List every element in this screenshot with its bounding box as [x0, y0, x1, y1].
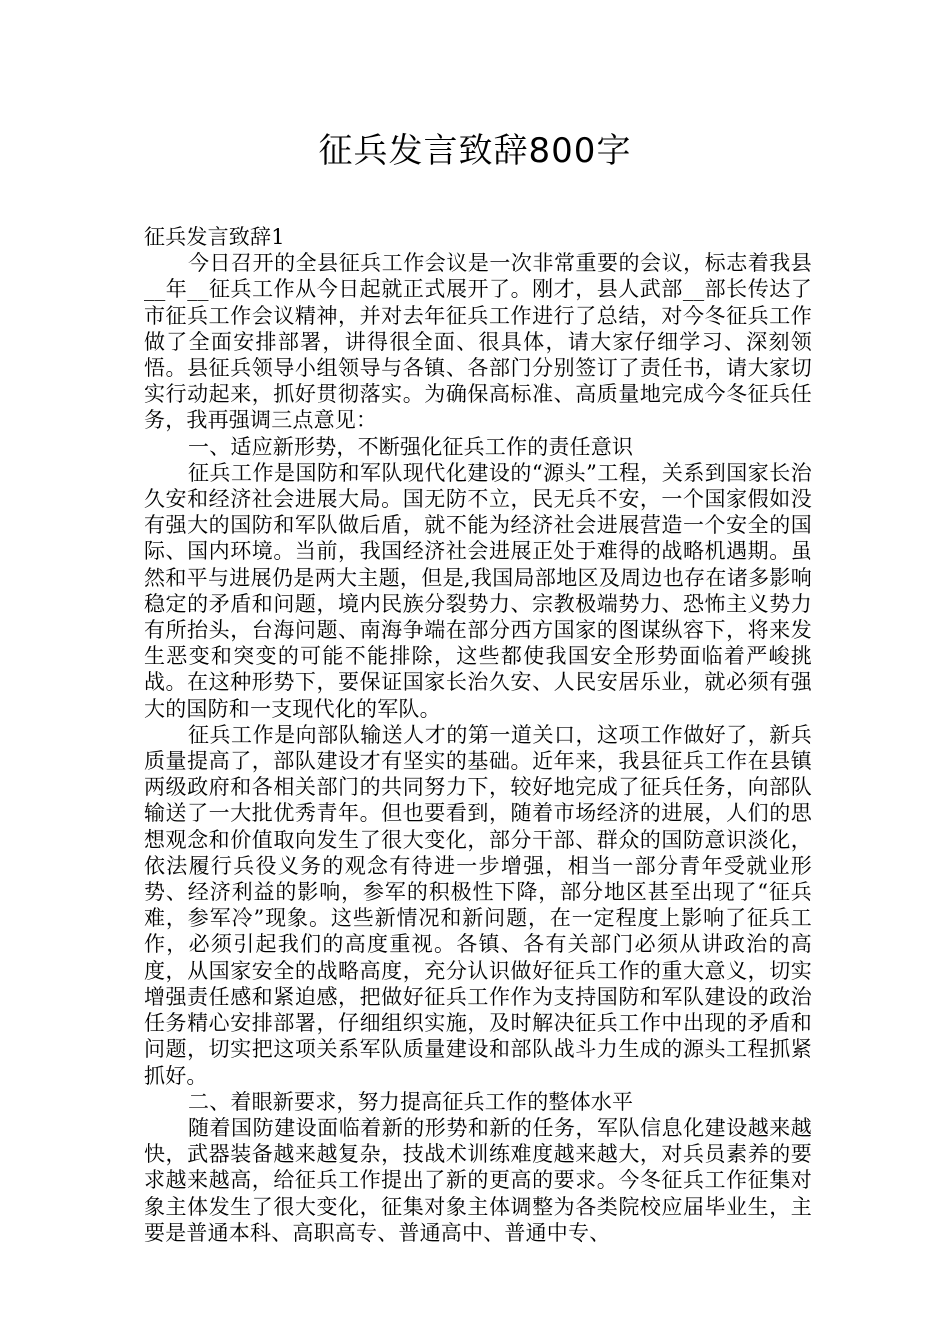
subheading: 二、着眼新要求，努力提高征兵工作的整体水平 — [188, 1089, 634, 1114]
section-heading: 征兵发言致辞1 — [144, 225, 285, 249]
document-title: 征兵发言致辞800字 — [318, 131, 632, 171]
paragraph: 今日召开的全县征兵工作会议是一次非常重要的会议，标志着我县__年__征兵工作从今日起就正式展开了。刚才，县人武部__部长传达了市征兵工作会议精神，并对去年征兵工作进行了总结，对今冬征兵工作做了全面安排部署，讲得很全面、很具体，请大家仔细学习、深刻领悟。县征兵领导小组领导与各镇、各部门分别签订了责任书，请大家切实行动起来，抓好贯彻落实。为确保高标准、高质量地完成今冬征兵任务，我再强调三点意见： — [144, 251, 812, 433]
subheading: 一、适应新形势，不断强化征兵工作的责任意识 — [188, 434, 634, 459]
paragraph: 随着国防建设面临着新的形势和新的任务，军队信息化建设越来越快，武器装备越来越复杂，技战术训练难度越来越大，对兵员素养的要求越来越高，给征兵工作提出了新的更高的要求。今冬征兵工作征集对象主体发生了很大变化，征集对象主体调整为各类院校应届毕业生，主要是普通本科、高职高专、普通高中、普通中专、 — [144, 1115, 812, 1245]
paragraph: 征兵工作是向部队输送人才的第一道关口，这项工作做好了，新兵质量提高了，部队建设才有坚实的基础。近年来，我县征兵工作在县镇两级政府和各相关部门的共同努力下，较好地完成了征兵任务，向部队输送了一大批优秀青年。但也要看到，随着市场经济的进展，人们的思想观念和价值取向发生了很大变化，部分干部、群众的国防意识淡化，依法履行兵役义务的观念有待进一步增强，相当一部分青年受就业形势、经济利益的影响，参军的积极性下降，部分地区甚至出现了“征兵难，参军冷”现象。这些新情况和新问题，在一定程度上影响了征兵工作，必须引起我们的高度重视。各镇、各有关部门必须从讲政治的高度，从国家安全的战略高度，充分认识做好征兵工作的重大意义，切实增强责任感和紧迫感，把做好征兵工作作为支持国防和军队建设的政治任务精心安排部署，仔细组织实施，及时解决征兵工作中出现的矛盾和问题，切实把这项关系军队质量建设和部队战斗力生成的源头工程抓紧抓好。 — [144, 722, 812, 1088]
paragraph: 征兵工作是国防和军队现代化建设的“源头”工程，关系到国家长治久安和经济社会进展大局。国无防不立，民无兵不安，一个国家假如没有强大的国防和军队做后盾，就不能为经济社会进展营造一个安全的国际、国内环境。当前，我国经济社会进展正处于难得的战略机遇期。虽然和平与进展仍是两大主题，但是,我国局部地区及周边也存在诸多影响稳定的矛盾和问题，境内民族分裂势力、宗教极端势力、恐怖主义势力有所抬头，台海问题、南海争端在部分西方国家的图谋纵容下，将来发生恶变和突变的可能不能排除，这些都使我国安全形势面临着严峻挑战。在这种形势下，要保证国家长治久安、人民安居乐业，就必须有强大的国防和一支现代化的军队。 — [144, 460, 812, 721]
document-body — [144, 224, 812, 1246]
